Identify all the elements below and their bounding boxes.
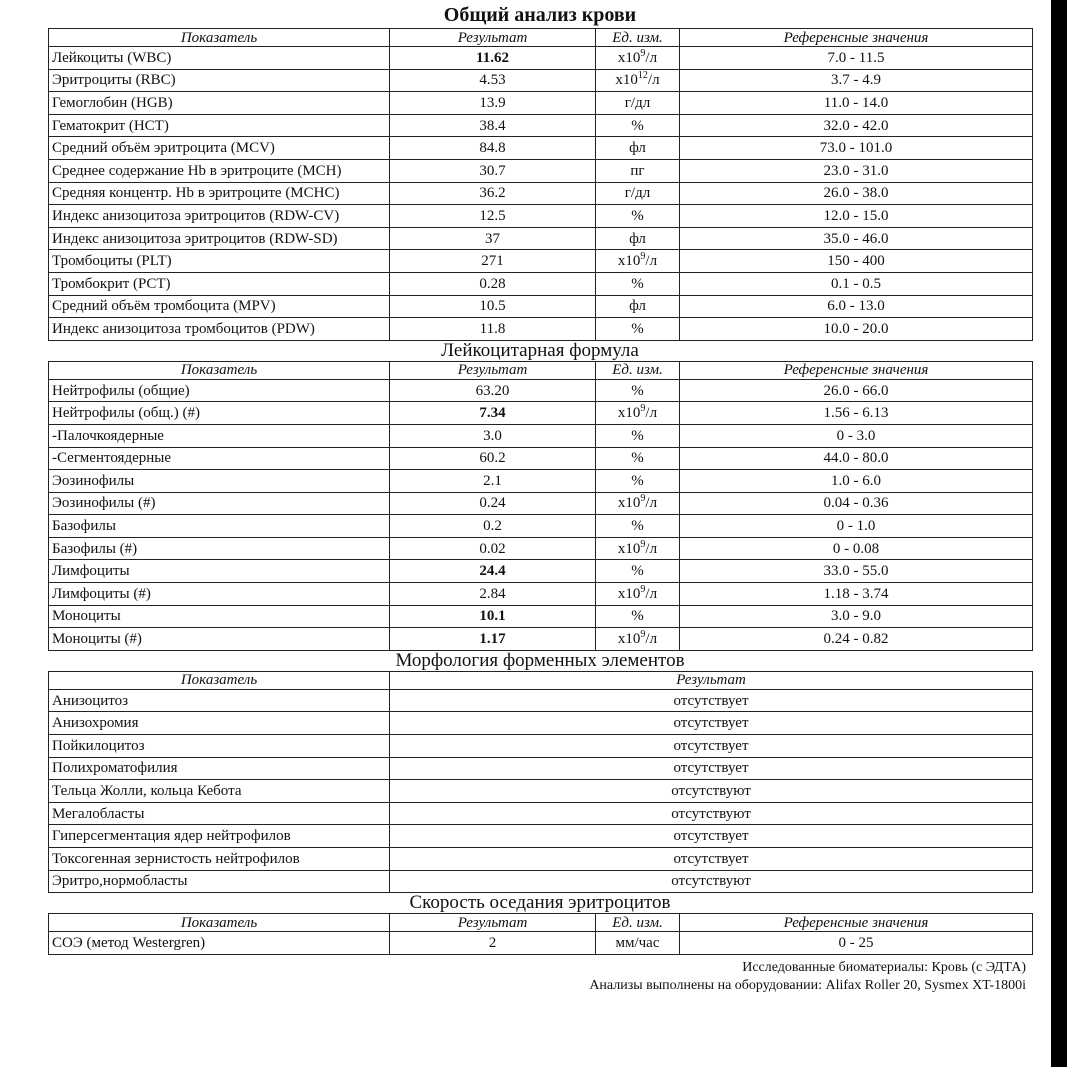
table-header-row	[49, 29, 1033, 47]
unit-base: %	[631, 427, 644, 444]
reference-range: 73.0 - 101.0	[680, 137, 1033, 160]
result-value: 10.1	[390, 605, 596, 628]
parameter-name: Эритро,нормобласты	[49, 870, 390, 893]
table-row	[49, 848, 1033, 871]
parameter-name: Индекс анизоцитоза эритроцитов (RDW-CV)	[49, 205, 390, 228]
unit-cell	[596, 560, 680, 583]
parameter-name: Гемоглобин (HGB)	[49, 92, 390, 115]
reference-range: 3.7 - 4.9	[680, 69, 1033, 92]
parameter-name: Средний объём тромбоцита (MPV)	[49, 295, 390, 318]
unit-tail: /л	[645, 49, 658, 66]
unit-exponent: 9	[640, 403, 646, 415]
result-value: 2.84	[390, 583, 596, 606]
unit-cell	[596, 515, 680, 538]
cbc-rows	[49, 47, 1033, 341]
table-row	[49, 870, 1033, 893]
unit-cell	[596, 470, 680, 493]
result-value: отсутствуют	[390, 780, 1033, 803]
reference-range: 0 - 1.0	[680, 515, 1033, 538]
result-value: 11.8	[390, 318, 596, 341]
unit-cell	[596, 605, 680, 628]
header-parameter: Показатель	[49, 29, 390, 47]
unit-cell	[596, 447, 680, 470]
reference-range: 0.1 - 0.5	[680, 272, 1033, 295]
unit-base: %	[631, 608, 644, 625]
table-row	[49, 825, 1033, 848]
parameter-name: Анизохромия	[49, 712, 390, 735]
result-value: 2	[390, 932, 596, 955]
parameter-name: Эозинофилы	[49, 470, 390, 493]
header-result: Результат	[390, 29, 596, 47]
result-value: отсутствует	[390, 757, 1033, 780]
reference-range: 0 - 0.08	[680, 537, 1033, 560]
result-value: 0.28	[390, 272, 596, 295]
unit-exponent: 9	[640, 629, 646, 641]
reference-range: 0.04 - 0.36	[680, 492, 1033, 515]
result-value: 38.4	[390, 114, 596, 137]
result-value: 63.20	[390, 379, 596, 402]
lab-report	[48, 0, 1032, 995]
result-value: отсутствует	[390, 735, 1033, 758]
unit-base: x10	[617, 405, 641, 422]
table-header-row	[49, 671, 1033, 689]
parameter-name: Средняя концентр. Hb в эритроците (MCHC)	[49, 182, 390, 205]
leuko-table	[48, 361, 1033, 651]
table-row	[49, 272, 1033, 295]
leuko-rows	[49, 379, 1033, 650]
unit-base: x10	[617, 585, 641, 602]
result-value: отсутствуют	[390, 802, 1033, 825]
table-row	[49, 159, 1033, 182]
unit-cell	[596, 272, 680, 295]
table-row	[49, 182, 1033, 205]
result-value: 36.2	[390, 182, 596, 205]
result-value: 10.5	[390, 295, 596, 318]
parameter-name: Лейкоциты (WBC)	[49, 47, 390, 70]
unit-base: фл	[629, 298, 646, 315]
parameter-name: Мегалобласты	[49, 802, 390, 825]
result-value: отсутствует	[390, 825, 1033, 848]
header-result: Результат	[390, 361, 596, 379]
table-row	[49, 605, 1033, 628]
unit-base: пг	[630, 162, 645, 179]
table-row	[49, 735, 1033, 758]
reference-range: 0 - 25	[680, 932, 1033, 955]
footer-biomaterials: Исследованные биоматериалы: Кровь (с ЭДТА)	[742, 959, 1026, 975]
result-value: 12.5	[390, 205, 596, 228]
unit-base: x10	[617, 49, 641, 66]
table-row	[49, 515, 1033, 538]
header-unit: Ед. изм.	[596, 914, 680, 932]
parameter-name: -Палочкоядерные	[49, 424, 390, 447]
unit-base: %	[631, 518, 644, 535]
table-row	[49, 537, 1033, 560]
unit-cell	[596, 159, 680, 182]
unit-cell	[596, 205, 680, 228]
table-row	[49, 92, 1033, 115]
result-value: отсутствует	[390, 848, 1033, 871]
morph-rows	[49, 689, 1033, 892]
unit-cell	[596, 92, 680, 115]
unit-base: x10	[617, 540, 641, 557]
unit-base: %	[631, 450, 644, 467]
unit-cell	[596, 114, 680, 137]
table-row	[49, 250, 1033, 273]
unit-base: г/дл	[624, 185, 651, 202]
table-row	[49, 114, 1033, 137]
table-row	[49, 424, 1033, 447]
result-value: 7.34	[390, 402, 596, 425]
table-row	[49, 628, 1033, 651]
unit-base: г/дл	[624, 94, 651, 111]
esr-title: Скорость оседания эритроцитов	[409, 892, 671, 914]
unit-base: x10	[617, 253, 641, 270]
cbc-table	[48, 28, 1033, 341]
screen-edge	[1051, 0, 1067, 1067]
result-value: отсутствует	[390, 689, 1033, 712]
table-row	[49, 295, 1033, 318]
table-row	[49, 47, 1033, 70]
result-value: 1.17	[390, 628, 596, 651]
table-row	[49, 780, 1033, 803]
leuko-title: Лейкоцитарная формула	[441, 339, 639, 361]
result-value: отсутствует	[390, 712, 1033, 735]
unit-cell	[596, 295, 680, 318]
reference-range: 10.0 - 20.0	[680, 318, 1033, 341]
parameter-name: СОЭ (метод Westergren)	[49, 932, 390, 955]
morph-title: Морфология форменных элементов	[395, 649, 685, 671]
esr-table	[48, 913, 1033, 955]
unit-base: %	[631, 472, 644, 489]
result-value: отсутствуют	[390, 870, 1033, 893]
parameter-name: Индекс анизоцитоза эритроцитов (RDW-SD)	[49, 227, 390, 250]
unit-base: фл	[629, 230, 646, 247]
parameter-name: Токсогенная зернистость нейтрофилов	[49, 848, 390, 871]
table-row	[49, 318, 1033, 341]
header-parameter: Показатель	[49, 914, 390, 932]
report-footer	[48, 959, 1032, 995]
parameter-name: Пойкилоцитоз	[49, 735, 390, 758]
parameter-name: Среднее содержание Hb в эритроците (MCH)	[49, 159, 390, 182]
table-row	[49, 492, 1033, 515]
reference-range: 35.0 - 46.0	[680, 227, 1033, 250]
unit-tail: /л	[645, 253, 658, 270]
table-row	[49, 447, 1033, 470]
reference-range: 23.0 - 31.0	[680, 159, 1033, 182]
table-row	[49, 227, 1033, 250]
table-row	[49, 379, 1033, 402]
reference-range: 1.0 - 6.0	[680, 470, 1033, 493]
unit-base: x10	[617, 495, 641, 512]
reference-range: 44.0 - 80.0	[680, 447, 1033, 470]
reference-range: 1.56 - 6.13	[680, 402, 1033, 425]
result-value: 3.0	[390, 424, 596, 447]
table-row	[49, 560, 1033, 583]
parameter-name: Полихроматофилия	[49, 757, 390, 780]
parameter-name: Нейтрофилы (общие)	[49, 379, 390, 402]
header-unit: Ед. изм.	[596, 29, 680, 47]
parameter-name: Анизоцитоз	[49, 689, 390, 712]
unit-cell	[596, 182, 680, 205]
parameter-name: Эозинофилы (#)	[49, 492, 390, 515]
unit-tail: /л	[645, 631, 658, 648]
result-value: 271	[390, 250, 596, 273]
result-value: 4.53	[390, 69, 596, 92]
unit-cell	[596, 932, 680, 955]
unit-cell	[596, 250, 680, 273]
unit-cell	[596, 628, 680, 651]
table-row	[49, 712, 1033, 735]
table-row	[49, 689, 1033, 712]
reference-range: 33.0 - 55.0	[680, 560, 1033, 583]
unit-cell	[596, 424, 680, 447]
parameter-name: Тромбоциты (PLT)	[49, 250, 390, 273]
parameter-name: Тельца Жолли, кольца Кебота	[49, 780, 390, 803]
table-row	[49, 757, 1033, 780]
result-value: 0.02	[390, 537, 596, 560]
unit-exponent: 12	[637, 70, 648, 82]
parameter-name: Эритроциты (RBC)	[49, 69, 390, 92]
parameter-name: Моноциты	[49, 605, 390, 628]
unit-exponent: 9	[640, 538, 646, 550]
unit-exponent: 9	[640, 251, 646, 263]
unit-exponent: 9	[640, 493, 646, 505]
unit-cell	[596, 137, 680, 160]
parameter-name: Моноциты (#)	[49, 628, 390, 651]
parameter-name: Нейтрофилы (общ.) (#)	[49, 402, 390, 425]
reference-range: 11.0 - 14.0	[680, 92, 1033, 115]
table-row	[49, 802, 1033, 825]
reference-range: 150 - 400	[680, 250, 1033, 273]
parameter-name: Тромбокрит (PCT)	[49, 272, 390, 295]
header-parameter: Показатель	[49, 671, 390, 689]
unit-base: x10	[617, 631, 641, 648]
unit-cell	[596, 227, 680, 250]
reference-range: 6.0 - 13.0	[680, 295, 1033, 318]
unit-base: %	[631, 275, 644, 292]
parameter-name: Гиперсегментация ядер нейтрофилов	[49, 825, 390, 848]
parameter-name: Гематокрит (HCT)	[49, 114, 390, 137]
result-value: 2.1	[390, 470, 596, 493]
reference-range: 1.18 - 3.74	[680, 583, 1033, 606]
unit-tail: /л	[647, 72, 660, 89]
unit-cell	[596, 402, 680, 425]
parameter-name: Базофилы	[49, 515, 390, 538]
result-value: 84.8	[390, 137, 596, 160]
table-row	[49, 402, 1033, 425]
unit-cell	[596, 492, 680, 515]
parameter-name: Базофилы (#)	[49, 537, 390, 560]
unit-tail: /л	[645, 585, 658, 602]
header-reference: Референсные значения	[680, 29, 1033, 47]
esr-rows	[49, 932, 1033, 955]
unit-exponent: 9	[640, 47, 646, 59]
unit-base: %	[631, 117, 644, 134]
result-value: 30.7	[390, 159, 596, 182]
unit-cell	[596, 47, 680, 70]
parameter-name: Средний объём эритроцита (MCV)	[49, 137, 390, 160]
cbc-title: Общий анализ крови	[443, 4, 637, 26]
reference-range: 12.0 - 15.0	[680, 205, 1033, 228]
unit-cell	[596, 69, 680, 92]
unit-tail: /л	[645, 540, 658, 557]
reference-range: 32.0 - 42.0	[680, 114, 1033, 137]
reference-range: 0.24 - 0.82	[680, 628, 1033, 651]
result-value: 60.2	[390, 447, 596, 470]
unit-base: %	[631, 207, 644, 224]
table-row	[49, 205, 1033, 228]
result-value: 13.9	[390, 92, 596, 115]
header-result: Результат	[390, 671, 1033, 689]
unit-cell	[596, 318, 680, 341]
unit-tail: /л	[645, 405, 658, 422]
result-value: 0.24	[390, 492, 596, 515]
result-value: 0.2	[390, 515, 596, 538]
unit-base: %	[631, 563, 644, 580]
header-parameter: Показатель	[49, 361, 390, 379]
unit-tail: /л	[645, 495, 658, 512]
result-value: 11.62	[390, 47, 596, 70]
table-row	[49, 583, 1033, 606]
unit-exponent: 9	[640, 583, 646, 595]
parameter-name: Индекс анизоцитоза тромбоцитов (PDW)	[49, 318, 390, 341]
parameter-name: -Сегментоядерные	[49, 447, 390, 470]
unit-base: x10	[615, 72, 638, 89]
reference-range: 0 - 3.0	[680, 424, 1033, 447]
header-unit: Ед. изм.	[596, 361, 680, 379]
unit-base: фл	[629, 140, 646, 157]
reference-range: 26.0 - 66.0	[680, 379, 1033, 402]
table-row	[49, 137, 1033, 160]
result-value: 24.4	[390, 560, 596, 583]
unit-base: мм/час	[615, 934, 660, 951]
footer-equipment: Анализы выполнены на оборудовании: Alifax Roller 20, Sysmex XT-1800i	[589, 977, 1026, 993]
unit-base: %	[631, 382, 644, 399]
header-reference: Референсные значения	[680, 914, 1033, 932]
reference-range: 3.0 - 9.0	[680, 605, 1033, 628]
table-row	[49, 932, 1033, 955]
table-header-row	[49, 361, 1033, 379]
table-row	[49, 470, 1033, 493]
reference-range: 26.0 - 38.0	[680, 182, 1033, 205]
unit-base: %	[631, 320, 644, 337]
parameter-name: Лимфоциты (#)	[49, 583, 390, 606]
morph-table	[48, 671, 1033, 893]
unit-cell	[596, 379, 680, 402]
result-value: 37	[390, 227, 596, 250]
unit-cell	[596, 537, 680, 560]
parameter-name: Лимфоциты	[49, 560, 390, 583]
unit-cell	[596, 583, 680, 606]
header-reference: Референсные значения	[680, 361, 1033, 379]
table-header-row	[49, 914, 1033, 932]
reference-range: 7.0 - 11.5	[680, 47, 1033, 70]
table-row	[49, 69, 1033, 92]
header-result: Результат	[390, 914, 596, 932]
